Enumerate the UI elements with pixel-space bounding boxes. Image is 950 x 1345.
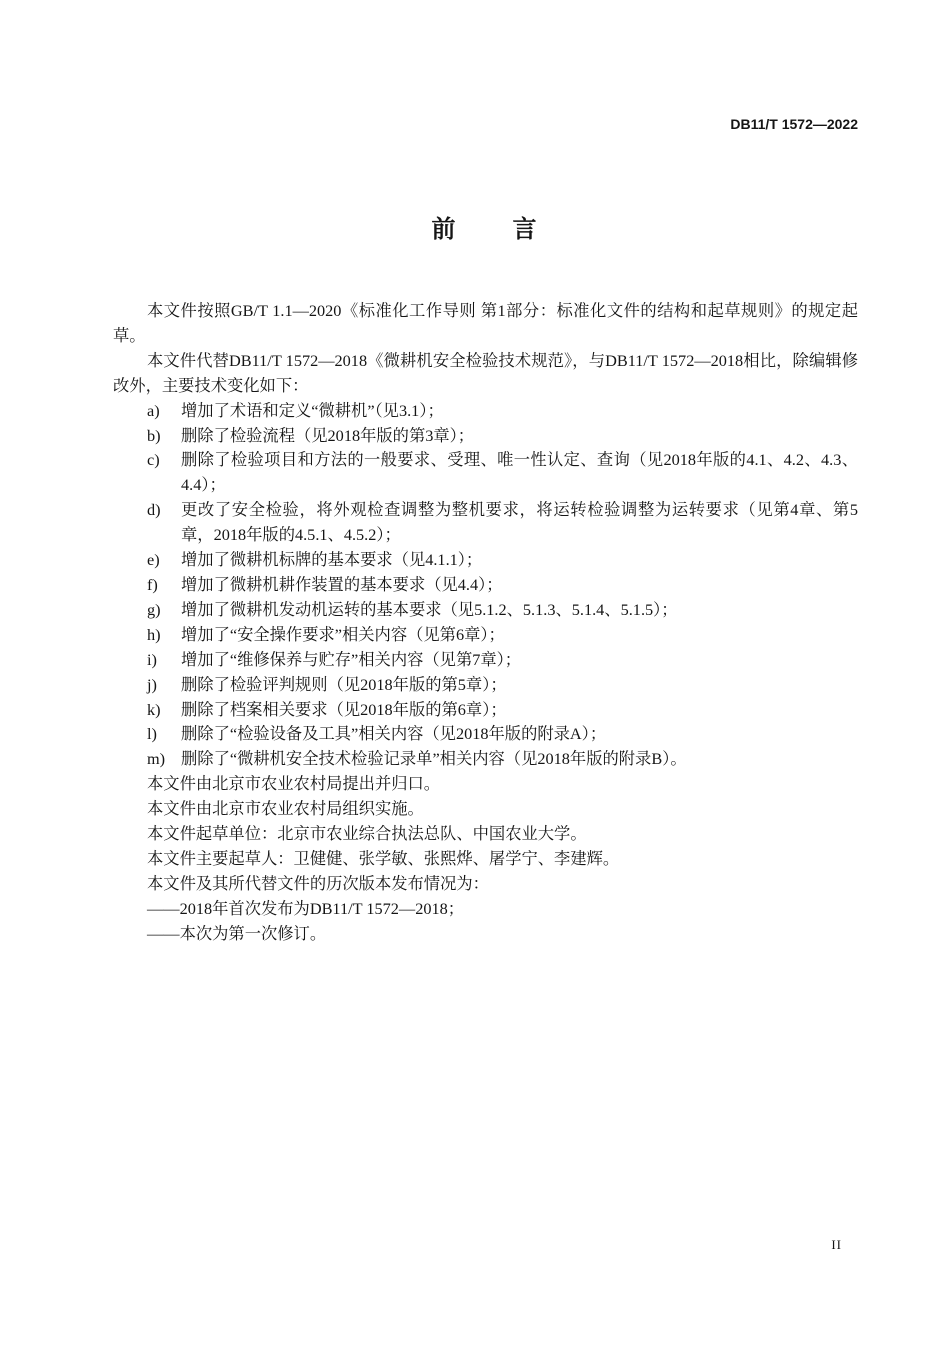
change-item-text: 删除了检验流程（见2018年版的第3章）； bbox=[181, 425, 475, 445]
preface-body bbox=[113, 299, 858, 947]
change-item-label: m) bbox=[147, 749, 166, 769]
change-item-text: 删除了档案相关要求（见2018年版的第6章）； bbox=[181, 699, 507, 719]
change-item-label: e) bbox=[147, 550, 160, 570]
change-item-text: 更改了安全检验，将外观检查调整为整机要求，将运转检验调整为运转要求（见第4章、第5章，2018年版的4.5.1、4.5.2）； bbox=[181, 500, 858, 545]
change-item-label: i) bbox=[147, 649, 157, 669]
change-item-label: j) bbox=[147, 674, 157, 694]
change-item-m bbox=[113, 747, 858, 772]
document-number-header: DB11/T 1572—2022 bbox=[730, 116, 858, 132]
change-item-label: a) bbox=[147, 400, 160, 420]
change-item-d bbox=[113, 498, 858, 548]
change-item-e bbox=[113, 548, 858, 573]
change-item-text: 增加了微耕机标牌的基本要求（见4.1.1）； bbox=[181, 550, 483, 570]
change-item-text: 删除了检验项目和方法的一般要求、受理、唯一性认定、查询（见2018年版的4.1、4.2、4.3、4.4）； bbox=[181, 450, 858, 495]
change-item-i bbox=[113, 648, 858, 673]
change-item-b bbox=[113, 424, 858, 449]
change-item-c bbox=[113, 448, 858, 498]
change-item-text: 增加了“安全操作要求”相关内容（见第6章）； bbox=[181, 624, 505, 644]
change-item-text: 增加了微耕机发动机运转的基本要求（见5.1.2、5.1.3、5.1.4、5.1.5）； bbox=[181, 599, 678, 619]
implementer-statement: 本文件由北京市农业农村局组织实施。 bbox=[147, 799, 424, 819]
change-item-text: 删除了检验评判规则（见2018年版的第5章）； bbox=[181, 674, 507, 694]
change-item-a bbox=[113, 399, 858, 424]
change-item-f bbox=[113, 573, 858, 598]
change-item-label: f) bbox=[147, 574, 158, 594]
change-item-text: 删除了“检验设备及工具”相关内容（见2018年版的附录A）； bbox=[181, 724, 607, 744]
change-item-k bbox=[113, 698, 858, 723]
change-item-label: l) bbox=[147, 724, 157, 744]
change-item-label: h) bbox=[147, 624, 161, 644]
principal-drafters: 本文件主要起草人：卫健健、张学敏、张熙烨、屠学宁、李建辉。 bbox=[147, 848, 620, 868]
change-item-text: 增加了“维修保养与贮存”相关内容（见第7章）； bbox=[181, 649, 522, 669]
change-item-g bbox=[113, 598, 858, 623]
page-number: II bbox=[831, 1237, 842, 1252]
change-item-text: 增加了微耕机耕作装置的基本要求（见4.4）； bbox=[181, 574, 503, 594]
intro-paragraph-1: 本文件按照GB/T 1.1—2020《标准化工作导则 第1部分：标准化文件的结构和起草规则》的规定起草。 bbox=[113, 301, 858, 345]
change-item-l bbox=[113, 722, 858, 747]
change-item-text: 删除了“微耕机安全技术检验记录单”相关内容（见2018年版的附录B）。 bbox=[181, 749, 687, 769]
change-item-label: b) bbox=[147, 425, 161, 445]
change-item-label: k) bbox=[147, 699, 161, 719]
change-item-j bbox=[113, 673, 858, 698]
version-history-item-1: ——2018年首次发布为DB11/T 1572—2018； bbox=[147, 898, 465, 918]
change-item-label: g) bbox=[147, 599, 161, 619]
change-item-label: c) bbox=[147, 450, 160, 470]
change-item-label: d) bbox=[147, 500, 161, 520]
proposer-statement: 本文件由北京市农业农村局提出并归口。 bbox=[147, 774, 441, 794]
version-history-intro: 本文件及其所代替文件的历次版本发布情况为： bbox=[147, 873, 489, 893]
page-title: 前 言 bbox=[431, 217, 540, 243]
version-history-item-2: ——本次为第一次修订。 bbox=[147, 923, 327, 943]
change-item-h bbox=[113, 623, 858, 648]
intro-paragraph-2: 本文件代替DB11/T 1572—2018《微耕机安全检验技术规范》，与DB11/T 1572—2018相比，除编辑修改外，主要技术变化如下： bbox=[113, 350, 858, 395]
drafting-units: 本文件起草单位：北京市农业综合执法总队、中国农业大学。 bbox=[147, 824, 587, 844]
change-item-text: 增加了术语和定义“微耕机”（见3.1）； bbox=[181, 400, 444, 420]
